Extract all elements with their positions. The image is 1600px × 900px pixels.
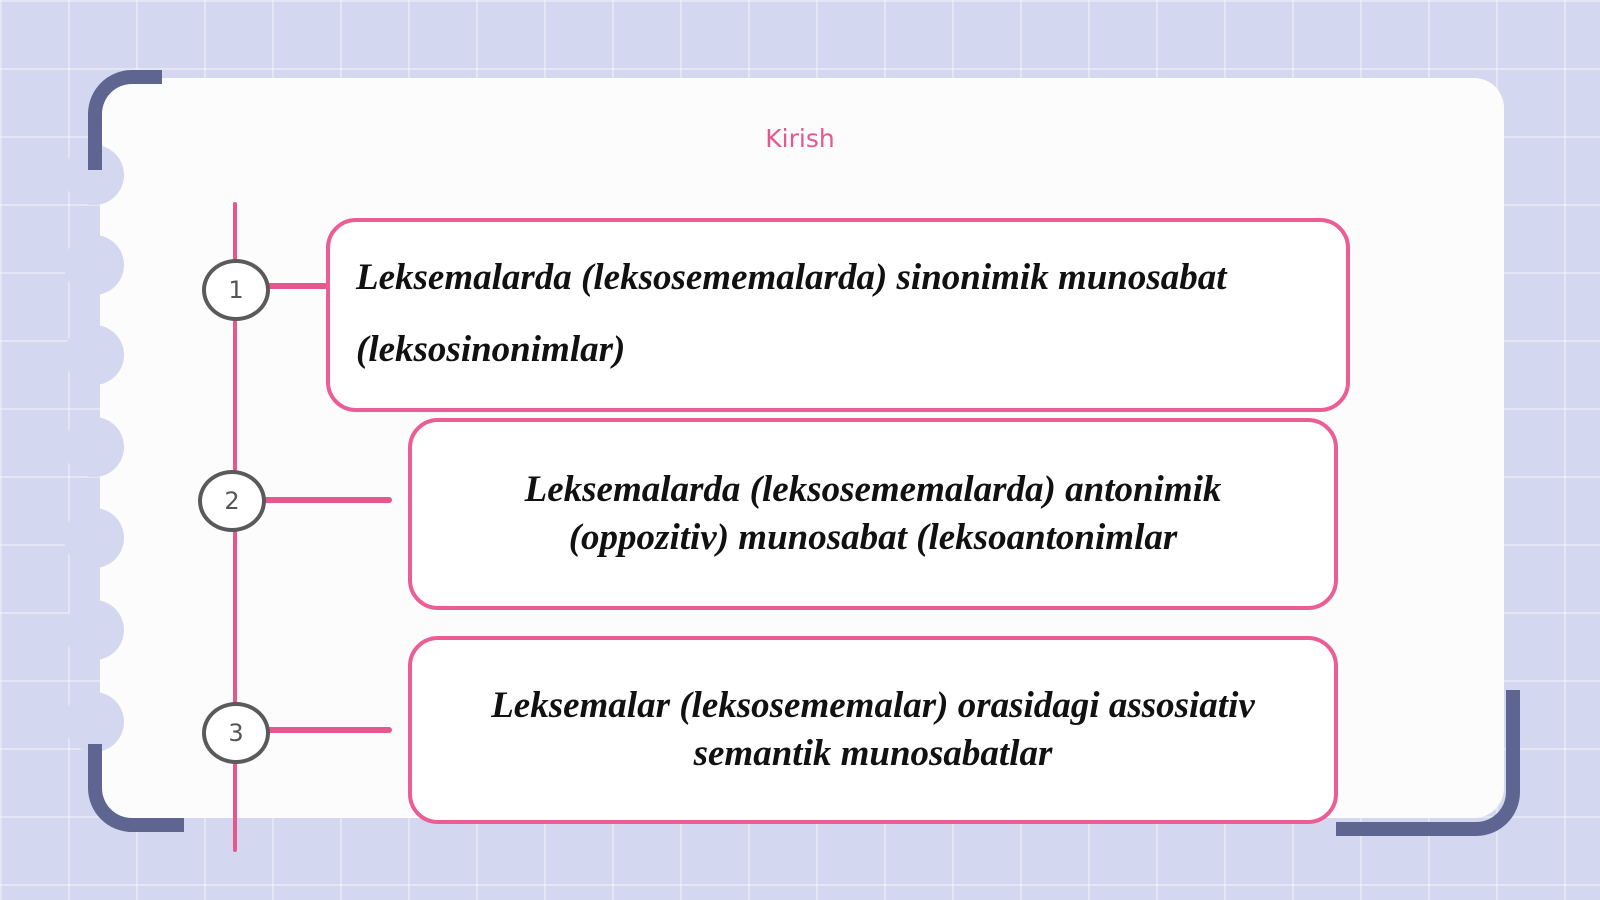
slide-title: Kirish [765, 124, 835, 153]
frame-corner-bottom-right [1336, 690, 1520, 836]
item-text-2: Leksemalarda (leksosememalarda) antonimik (oppozitiv) munosabat (leksoantonimlar [524, 469, 1222, 558]
connector-2 [262, 497, 392, 503]
step-number-2: 2 [198, 470, 266, 532]
step-number-1: 1 [202, 259, 270, 321]
item-text-3: Leksemalar (leksosememalar) orasidagi assosiativ semantik munosabatlar [491, 685, 1255, 774]
connector-1 [266, 283, 328, 289]
item-box-1 [326, 218, 1350, 412]
item-box-3 [408, 636, 1338, 824]
frame-corner-top-left [88, 70, 162, 170]
item-text-1: Leksemalarda (leksosememalarda) sinonimik munosabat (leksosinonimlar) [356, 257, 1227, 370]
frame-corner-bottom-left [88, 744, 184, 832]
connector-3 [266, 727, 392, 733]
item-box-2 [408, 418, 1338, 610]
step-number-3: 3 [202, 702, 270, 764]
